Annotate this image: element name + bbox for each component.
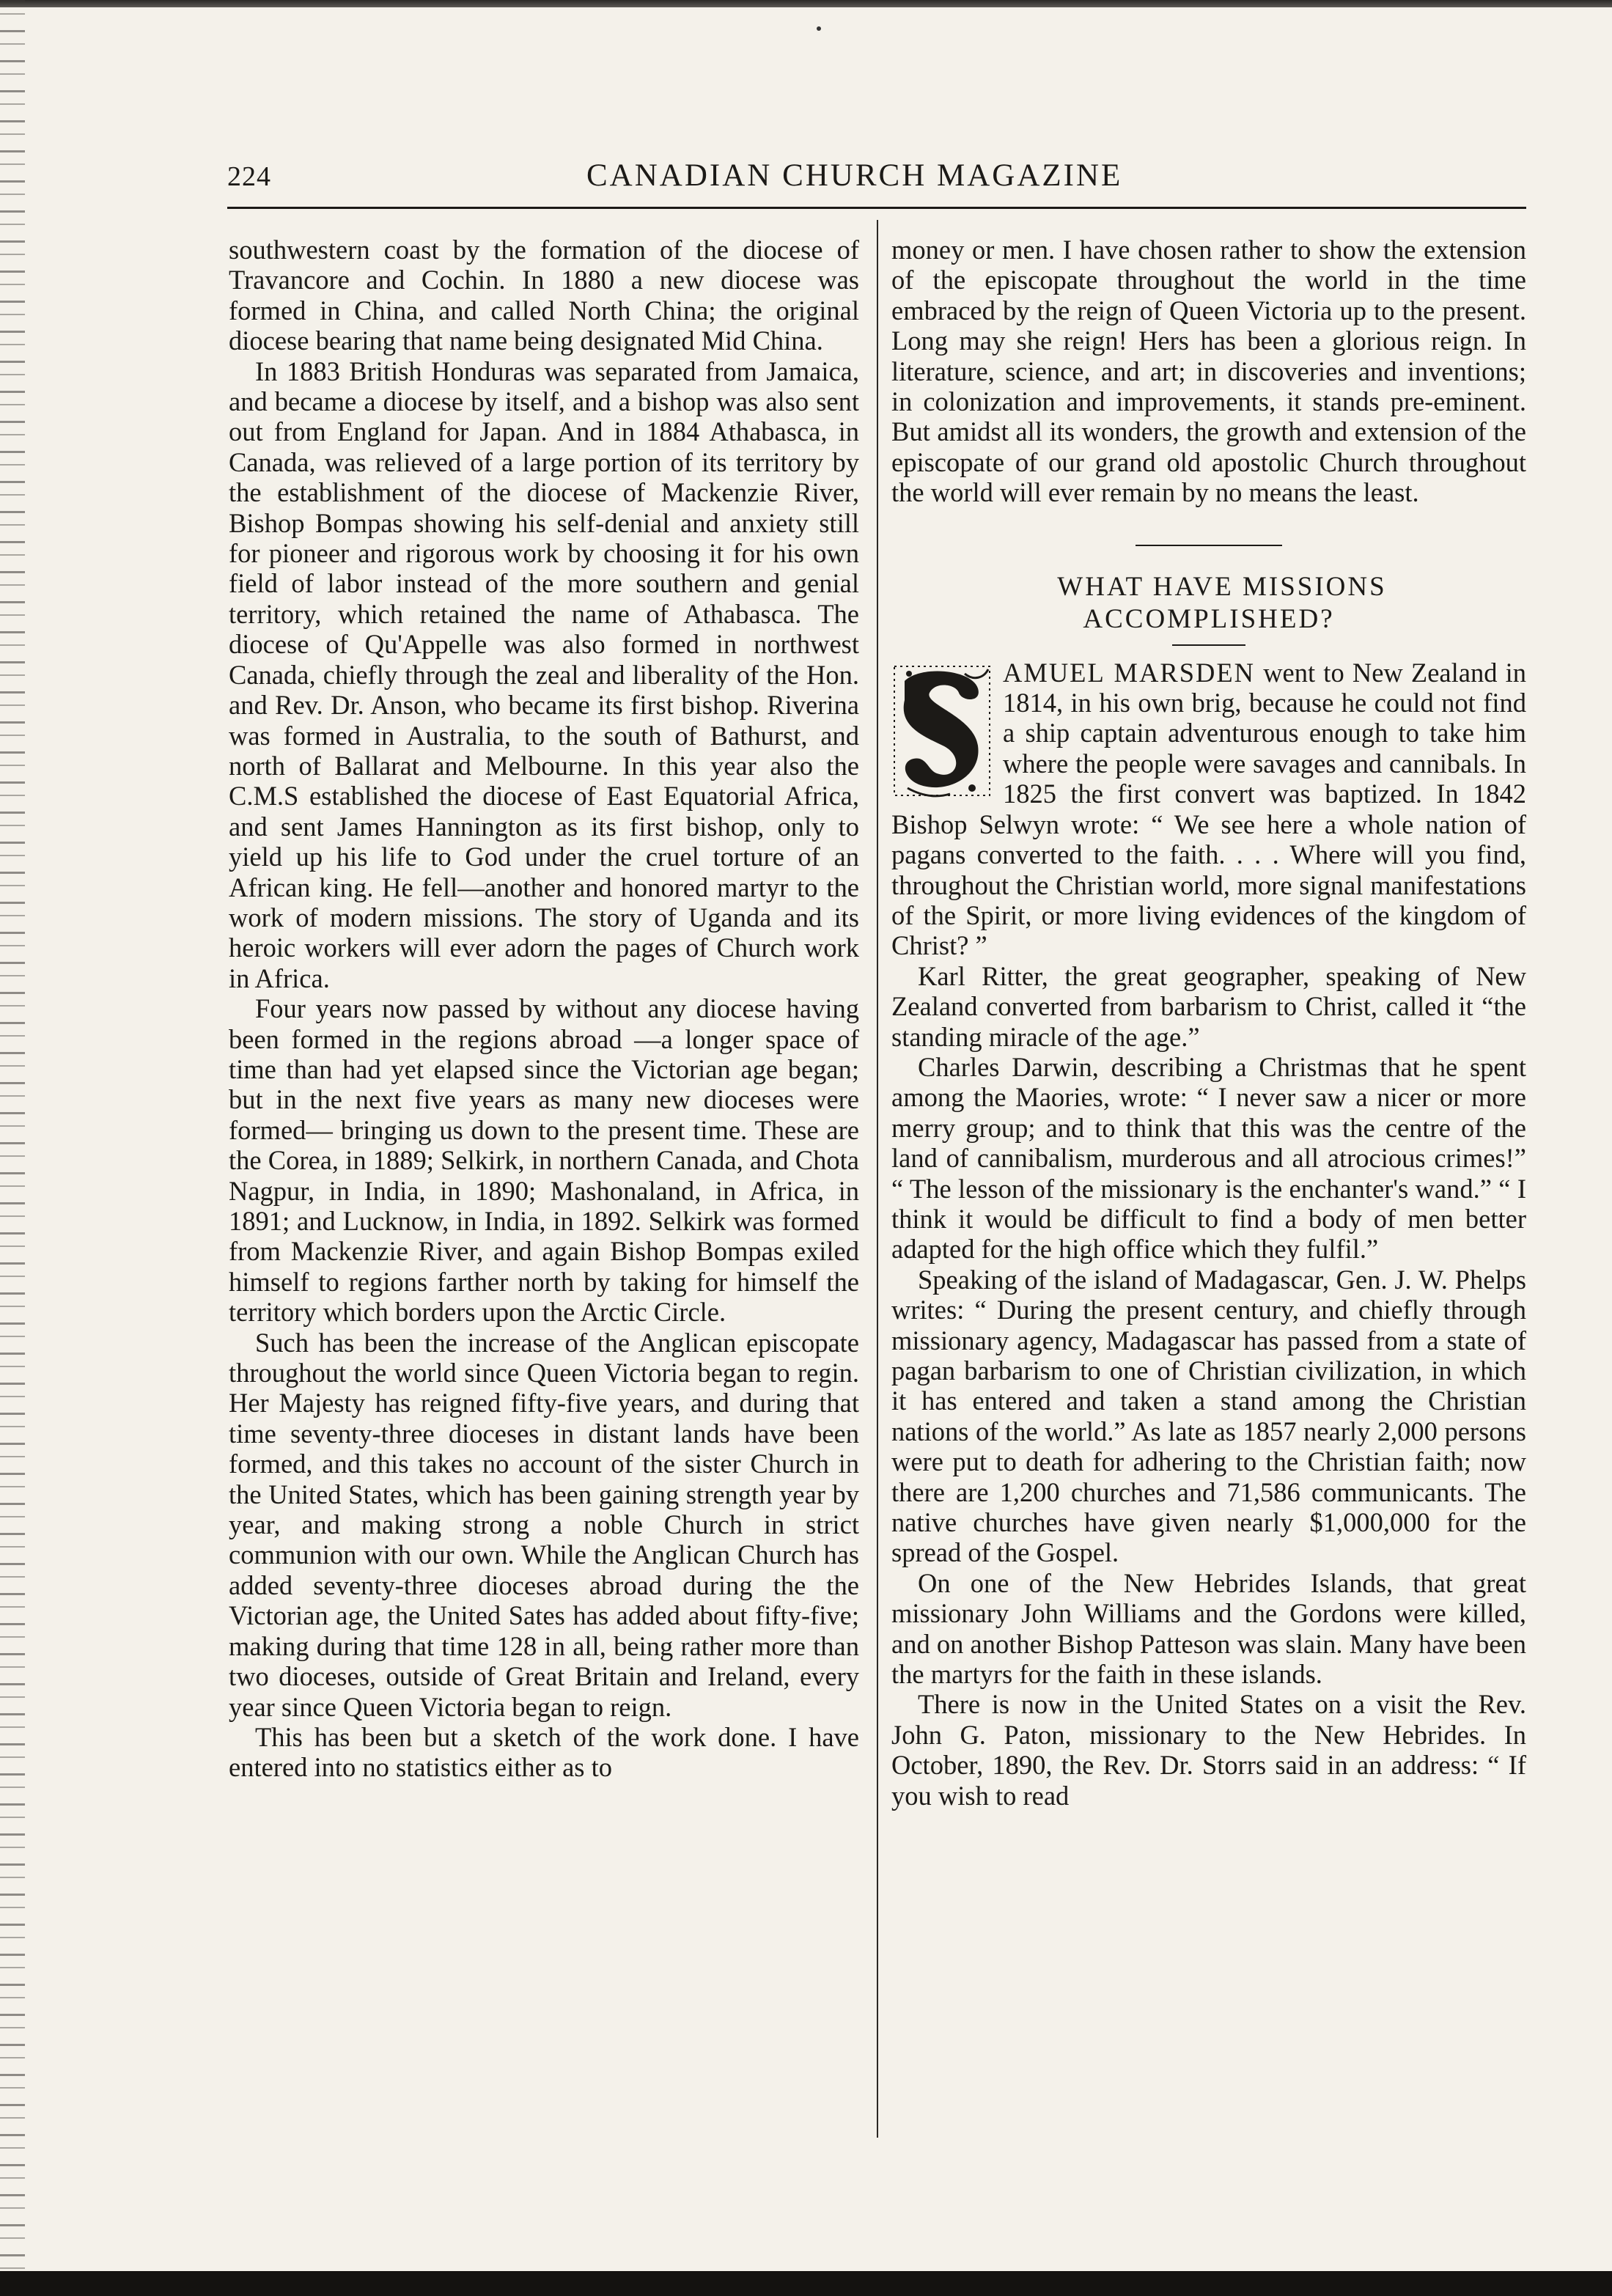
dropcap-lead-text: AMUEL MARSDEN [1003,657,1256,688]
page-bottom-edge [0,2271,1612,2296]
magazine-title: CANADIAN CHURCH MAGAZINE [586,158,1123,193]
ornamental-s-icon [891,659,994,803]
paragraph: There is now in the United States on a visit the Rev. John G. Paton, missionary to the New Hebrides. In October, 1890, the Rev. Dr. Storrs said in an address: “ If you wish to read [891,1689,1526,1811]
section-divider [1136,545,1282,546]
section-subdivider [1172,644,1245,646]
paragraph: On one of the New Hebrides Islands, that great missionary John Williams and the Gordons were killed, and on another Bishop Patteson was slain. Many have been the martyrs for the faith in these islands. [891,1567,1526,1690]
paragraph-text: went to New Zealand in 1814, in his own brig, because he could not find a ship captain adventurous enough to take him where the people were savages and cannibals. In 1825 the first convert was baptized. In 1842 Bishop Selwyn wrote: “ We see here a whole nation of pagans converted to the faith. . . . Where will you find, throughout the Christian world, more signal manifestations of the Spirit, or more living evidences of the kingdom of Christ? ” [891,657,1526,961]
paragraph: southwestern coast by the formation of the diocese of Travancore and Cochin. In 1880 a new diocese was formed in China, and called North China; the original diocese bearing that name being designated Mid China. [229,235,859,356]
page-top-edge [0,0,1612,7]
right-column [891,235,1526,1811]
running-header [227,158,1526,202]
section-title-line: WHAT HAVE MISSIONS [1057,571,1387,602]
book-binding-edge [0,0,25,2273]
section-title-line: ACCOMPLISHED? [1083,603,1335,634]
column-divider [877,220,878,2138]
page-number: 224 [227,161,271,192]
section-title [891,571,1526,636]
opening-paragraph [891,658,1526,961]
paragraph: money or men. I have chosen rather to show the extension of the episcopate throughout the world in the time embraced by the reign of Queen Victoria up to the present. Long may she reign! Hers has been a glorious reign. In literature, science, and art; in discoveries and inventions; in colonization and improvements, it stands pre-eminent. But amidst all its wonders, the growth and extension of the episcopate of our grand old apostolic Church throughout the world will ever remain by no means the least. [891,235,1526,508]
paragraph: Such has been the increase of the Anglican episcopate throughout the world since Queen Victoria began to regin. Her Majesty has reigned fifty-five years, and during that time seventy-three dioceses in distant lands have been formed, and this takes no account of the sister Church in the United States, which has been gaining strength year by year, and making strong a noble Church in strict communion with our own. While the Anglican Church has added seventy-three dioceses abroad during the the Victorian age, the United Sates has added about fifty-five; making during that time 128 in all, being rather more than two dioceses, outside of Great Britain and Ireland, every year since Queen Victoria began to reign. [229,1327,859,1722]
header-rule [227,207,1526,209]
left-column [229,235,859,1783]
paragraph: Speaking of the island of Madagascar, Gen. J. W. Phelps writes: “ During the present century, and chiefly through missionary agency, Madagascar has passed from a state of pagan barbarism to one of Christian civilization, in which it has entered and taken a stand among the Christian nations of the world.” As late as 1857 nearly 2,000 persons were put to death for adhering to the Christian faith; now there are 1,200 churches and 71,586 communicants. The native churches have given nearly $1,000,000 for the spread of the Gospel. [891,1264,1526,1568]
paragraph: In 1883 British Honduras was separated from Jamaica, and became a diocese by itself, and a bishop was also sent out from England for Japan. And in 1884 Athabasca, in Canada, was relieved of a large portion of its territory by the establishment of the diocese of Mackenzie River, Bishop Bompas showing his self-denial and anxiety still for pioneer and rigorous work by choosing it for his own field of labor instead of the more southern and genial territory, which retained the name of Athabasca. The diocese of Qu'Appelle was also formed in northwest Canada, chiefly through the zeal and liberality of the Hon. and Rev. Dr. Anson, who became its first bishop. Riverina was formed in Australia, to the south of Bathurst, and north of Ballarat and Melbourne. In this year also the C.M.S established the diocese of East Equatorial Africa, and sent James Hannington as its first bishop, only to yield up his life to God under the cruel torture of an African king. He fell—another and honored martyr to the work of modern missions. The story of Uganda and its heroic workers will ever adorn the pages of Church work in Africa. [229,356,859,993]
paragraph: Four years now passed by without any diocese having been formed in the regions abroad —a longer space of time than had yet elapsed since the Victorian age began; but in the next five years as many new dioceses were formed— bringing us down to the present time. These are the Corea, in 1889; Selkirk, in northern Canada, and Chota Nagpur, in India, in 1890; Mashonaland, in Africa, in 1891; and Lucknow, in India, in 1892. Selkirk was formed from Mackenzie River, and again Bishop Bompas exiled himself to regions farther north by taking for himself the territory which borders upon the Arctic Circle. [229,993,859,1328]
paragraph: Charles Darwin, describing a Christmas that he spent among the Maories, wrote: “ I never saw a nicer or more merry group; and to think that this was the centre of the land of cannibalism, murderous and all atrocious crimes!” “ The lesson of the missionary is the enchanter's wand.” “ I think it would be difficult to find a body of men better adapted for the high office which they fulfil.” [891,1051,1526,1265]
paragraph: This has been but a sketch of the work done. I have entered into no statistics either as to [229,1721,859,1783]
decorated-initial-icon [891,659,994,803]
paragraph: Karl Ritter, the great geographer, speaking of New Zealand converted from barbarism to Christ, called it “the standing miracle of the age.” [891,960,1526,1052]
print-mark [817,26,821,31]
